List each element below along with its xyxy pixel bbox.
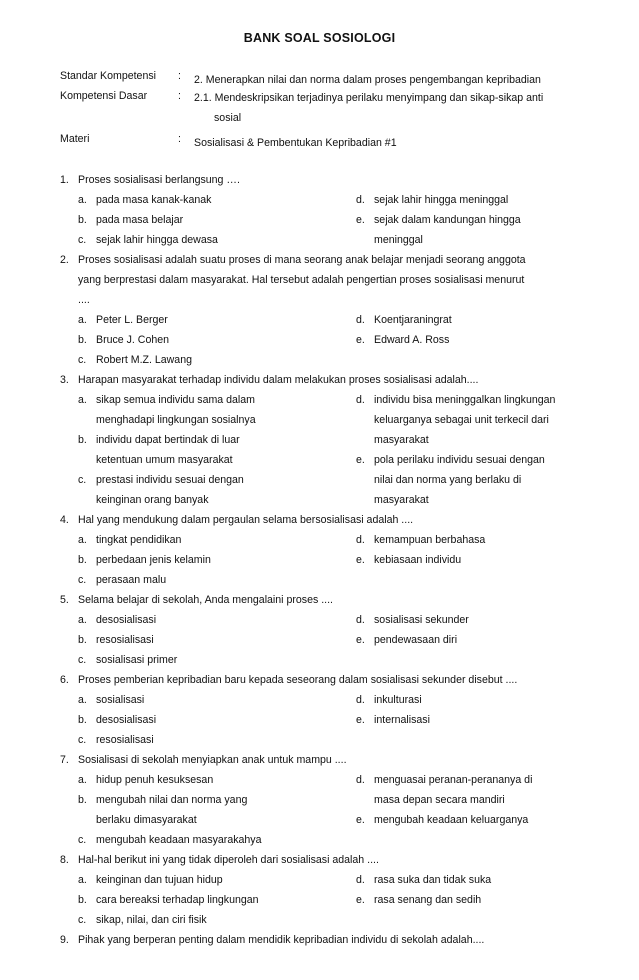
option-text: pendewasaan diri (374, 634, 458, 646)
option-text: sejak lahir hingga meninggal (374, 194, 509, 206)
option-text: cara bereaksi terhadap lingkungan (96, 894, 259, 906)
option-text: berlaku dimasyarakat (96, 814, 197, 826)
option-text: Bruce J. Cohen (96, 334, 170, 346)
option-text: ketentuan umum masyarakat (96, 454, 233, 466)
option-text: sosialisasi (96, 694, 145, 706)
question-number: 7. (60, 754, 69, 766)
question-text: Hal yang mendukung dalam pergaulan selama bersosialisasi adalah .... (78, 514, 414, 526)
option-text: rasa senang dan sedih (374, 894, 482, 906)
option-text: masyarakat (374, 434, 429, 446)
meta-label: Materi (60, 133, 90, 145)
option-text: menghadapi lingkungan sosialnya (96, 414, 256, 426)
option-text: Robert M.Z. Lawang (96, 354, 192, 366)
option-text: Peter L. Berger (96, 314, 168, 326)
option-text: keinginan dan tujuan hidup (96, 874, 223, 886)
option-text: desosialisasi (96, 714, 157, 726)
question-number: 6. (60, 674, 69, 686)
option-text: sosialisasi sekunder (374, 614, 469, 626)
option-text: sikap semua individu sama dalam (96, 394, 255, 406)
option-text: tingkat pendidikan (96, 534, 182, 546)
option-text: resosialisasi (96, 634, 154, 646)
question-text: Pihak yang berperan penting dalam mendidik kepribadian individu di sekolah adalah.... (78, 934, 485, 946)
option-text: pada masa kanak-kanak (96, 194, 212, 206)
page-title: BANK SOAL SOSIOLOGI (243, 31, 396, 45)
meta-value: 2. Menerapkan nilai dan norma dalam proses pengembangan kepribadian (194, 74, 541, 86)
question-number: 3. (60, 374, 69, 386)
meta-value: sosial (214, 112, 242, 124)
option-text: masyarakat (374, 494, 429, 506)
question-number: 2. (60, 254, 69, 266)
option-text: kebiasaan individu (374, 554, 462, 566)
meta-label: Standar Kompetensi (60, 70, 156, 82)
question-number: 4. (60, 514, 69, 526)
option-text: sosialisasi primer (96, 654, 178, 666)
question-text: Selama belajar di sekolah, Anda mengalaini proses .... (78, 594, 333, 606)
option-text: masa depan secara mandiri (374, 794, 505, 806)
question-text: Harapan masyarakat terhadap individu dalam melakukan proses sosialisasi adalah.... (78, 374, 479, 386)
option-text: pada masa belajar (96, 214, 184, 226)
option-text: Edward A. Ross (374, 334, 450, 346)
option-text: prestasi individu sesuai dengan (96, 474, 244, 486)
option-text: mengubah keadaan masyarakahya (96, 834, 262, 846)
option-text: desosialisasi (96, 614, 157, 626)
question-number: 1. (60, 174, 69, 186)
option-text: hidup penuh kesuksesan (96, 774, 214, 786)
option-text: menguasai peranan-perananya di (374, 774, 533, 786)
option-text: sejak lahir hingga dewasa (96, 234, 218, 246)
option-text: internalisasi (374, 714, 430, 726)
question-text: Proses sosialisasi berlangsung …. (78, 174, 240, 186)
question-text: yang berprestasi dalam masyarakat. Hal tersebut adalah pengertian proses sosialisasi menurut (78, 274, 525, 286)
question-number: 9. (60, 934, 69, 946)
question-text: Proses pemberian kepribadian baru kepada seseorang dalam sosialisasi sekunder disebut .... (78, 674, 518, 686)
option-text: keluarganya sebagai unit terkecil dari (374, 414, 549, 426)
option-text: inkulturasi (374, 694, 422, 706)
option-text: mengubah keadaan keluarganya (374, 814, 529, 826)
option-text: individu bisa meninggalkan lingkungan (374, 394, 556, 406)
question-text: .... (78, 294, 90, 306)
option-text: resosialisasi (96, 734, 154, 746)
meta-colon: : (178, 90, 181, 102)
option-text: sikap, nilai, dan ciri fisik (96, 914, 207, 926)
question-number: 5. (60, 594, 69, 606)
option-text: nilai dan norma yang berlaku di (374, 474, 522, 486)
option-text: Koentjaraningrat (374, 314, 452, 326)
meta-value: Sosialisasi & Pembentukan Kepribadian #1 (194, 137, 397, 149)
option-text: sejak dalam kandungan hingga (374, 214, 521, 226)
question-text: Sosialisasi di sekolah menyiapkan anak untuk mampu .... (78, 754, 347, 766)
option-text: individu dapat bertindak di luar (96, 434, 240, 446)
question-number: 8. (60, 854, 69, 866)
meta-colon: : (178, 70, 181, 82)
option-text: mengubah nilai dan norma yang (96, 794, 248, 806)
option-text: kemampuan berbahasa (374, 534, 486, 546)
meta-label: Kompetensi Dasar (60, 90, 148, 102)
option-text: rasa suka dan tidak suka (374, 874, 492, 886)
meta-colon: : (178, 133, 181, 145)
option-text: pola perilaku individu sesuai dengan (374, 454, 545, 466)
option-text: keinginan orang banyak (96, 494, 209, 506)
option-text: perbedaan jenis kelamin (96, 554, 211, 566)
question-text: Hal-hal berikut ini yang tidak diperoleh dari sosialisasi adalah .... (78, 854, 379, 866)
question-text: Proses sosialisasi adalah suatu proses di mana seorang anak belajar menjadi seorang anggota (78, 254, 526, 266)
meta-value: 2.1. Mendeskripsikan terjadinya perilaku menyimpang dan sikap-sikap anti (194, 92, 544, 104)
option-text: perasaan malu (96, 574, 167, 586)
option-text: meninggal (374, 234, 423, 246)
